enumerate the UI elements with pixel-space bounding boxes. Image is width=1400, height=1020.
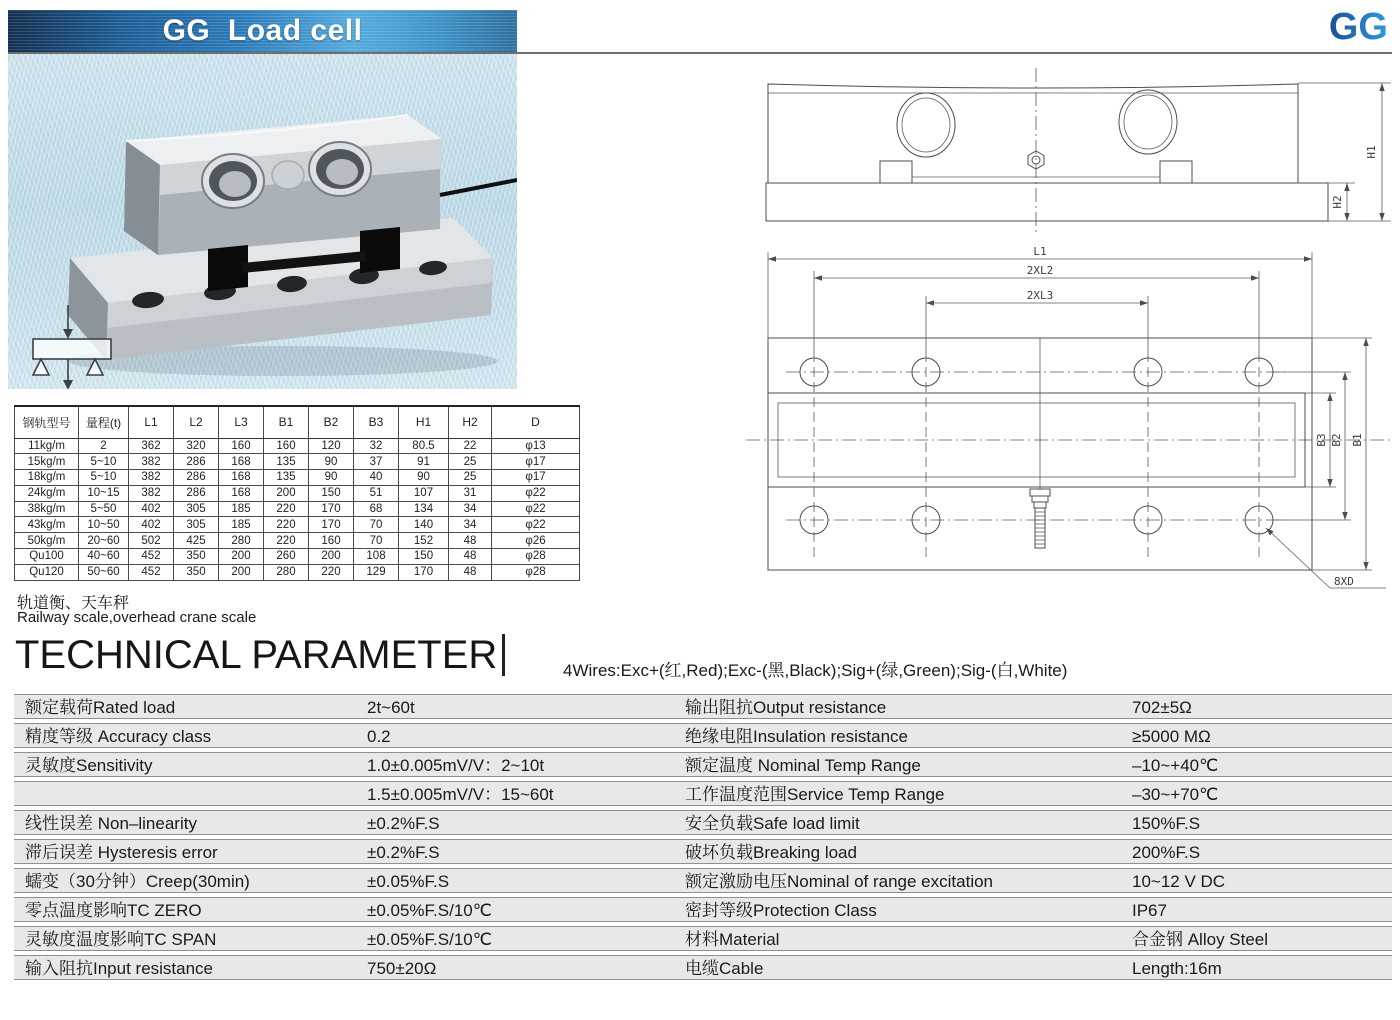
dim-table-cell: 152 bbox=[399, 533, 449, 549]
param-table bbox=[14, 694, 1392, 984]
dim-table-cell: 362 bbox=[129, 438, 174, 454]
param-value: –10~+40℃ bbox=[1132, 756, 1219, 775]
dim-table-cell: φ28 bbox=[492, 549, 580, 565]
dim-table-cell: 160 bbox=[264, 438, 309, 454]
dim-label-h1: H1 bbox=[1365, 145, 1378, 159]
dim-table-cell: 68 bbox=[354, 501, 399, 517]
dim-table-cell: 40 bbox=[354, 470, 399, 486]
dim-table-row bbox=[15, 549, 580, 565]
dim-table-row bbox=[15, 501, 580, 517]
dim-table-cell: 168 bbox=[219, 485, 264, 501]
dim-table-cell: 91 bbox=[399, 454, 449, 470]
param-value: 合金钢 Alloy Steel bbox=[1132, 930, 1269, 949]
dim-table-cell: 185 bbox=[219, 517, 264, 533]
dim-table-cell: 260 bbox=[264, 549, 309, 565]
dim-table-cell: 90 bbox=[309, 470, 354, 486]
dim-table-body bbox=[15, 438, 580, 580]
dim-table-row bbox=[15, 533, 580, 549]
param-value: ±0.2%F.S bbox=[367, 814, 440, 833]
dim-table-header-cell: B1 bbox=[264, 406, 309, 438]
dim-table-header-cell: D bbox=[492, 406, 580, 438]
dim-table-cell: 140 bbox=[399, 517, 449, 533]
param-label: 蠕变（30分钟）Creep(30min) bbox=[25, 872, 250, 891]
dim-table-cell: 305 bbox=[174, 517, 219, 533]
dim-label-8xd: 8XD bbox=[1334, 575, 1354, 588]
param-value: 1.5±0.005mV/V：15~60t bbox=[367, 785, 554, 804]
dim-table-cell: 18kg/m bbox=[15, 470, 79, 486]
dim-table-cell: 150 bbox=[399, 549, 449, 565]
dim-table-header-cell: L3 bbox=[219, 406, 264, 438]
param-value: 2t~60t bbox=[367, 698, 415, 717]
dim-table-cell: 286 bbox=[174, 470, 219, 486]
dim-label-h2: H2 bbox=[1331, 195, 1344, 209]
param-value: ±0.2%F.S bbox=[367, 843, 440, 862]
dim-table-header-cell: L2 bbox=[174, 406, 219, 438]
param-label: 电缆Cable bbox=[685, 959, 764, 978]
dim-table-cell: 48 bbox=[449, 533, 492, 549]
dim-table-cell: 48 bbox=[449, 564, 492, 580]
product-photo bbox=[8, 53, 517, 389]
dim-table-cell: 185 bbox=[219, 501, 264, 517]
dim-table-cell: 402 bbox=[129, 517, 174, 533]
param-label: 输出阻抗Output resistance bbox=[685, 698, 887, 717]
param-row bbox=[14, 752, 1392, 777]
dimension-table bbox=[14, 405, 580, 581]
load-cell-illustration bbox=[8, 53, 517, 389]
dim-table-cell: 129 bbox=[354, 564, 399, 580]
dim-table-cell: 70 bbox=[354, 533, 399, 549]
dim-table-cell: 168 bbox=[219, 454, 264, 470]
section-title: TECHNICAL PARAMETER bbox=[15, 633, 498, 677]
dim-table-header-cell: 钢轨型号 bbox=[15, 406, 79, 438]
dim-table-cell: 220 bbox=[264, 501, 309, 517]
dim-table-cell: 40~60 bbox=[79, 549, 129, 565]
dim-table-cell: φ26 bbox=[492, 533, 580, 549]
param-row bbox=[14, 694, 1392, 719]
dim-table-cell: 220 bbox=[309, 564, 354, 580]
dim-table-cell: 120 bbox=[309, 438, 354, 454]
dim-table-cell: 2 bbox=[79, 438, 129, 454]
application-zh: 轨道衡、天车秤 bbox=[17, 595, 130, 612]
dim-table-cell: 220 bbox=[264, 517, 309, 533]
param-row bbox=[14, 723, 1392, 748]
dim-table-cell: φ17 bbox=[492, 454, 580, 470]
param-value: Length:16m bbox=[1132, 959, 1222, 978]
dim-table-row bbox=[15, 438, 580, 454]
dim-table-row bbox=[15, 517, 580, 533]
dim-table-cell: 168 bbox=[219, 470, 264, 486]
dim-table-row bbox=[15, 564, 580, 580]
dim-table-cell: 135 bbox=[264, 470, 309, 486]
param-row bbox=[14, 897, 1392, 922]
dim-table-cell: 320 bbox=[174, 438, 219, 454]
param-label: 额定温度 Nominal Temp Range bbox=[685, 756, 921, 775]
dim-table-cell: 170 bbox=[309, 517, 354, 533]
dim-table-cell: 15kg/m bbox=[15, 454, 79, 470]
dim-table-cell: 90 bbox=[399, 470, 449, 486]
param-row bbox=[14, 839, 1392, 864]
dim-table-cell: 37 bbox=[354, 454, 399, 470]
dim-table-cell: 350 bbox=[174, 549, 219, 565]
dim-table-cell: 25 bbox=[449, 470, 492, 486]
param-value: IP67 bbox=[1132, 901, 1167, 920]
dim-table-cell: 48 bbox=[449, 549, 492, 565]
dim-table-cell: 70 bbox=[354, 517, 399, 533]
dim-table-cell: 10~15 bbox=[79, 485, 129, 501]
wiring-note: 4Wires:Exc+(红,Red);Exc-(黑,Black);Sig+(绿,Green);Sig-(白,White) bbox=[563, 661, 1068, 680]
param-value: 750±20Ω bbox=[367, 959, 437, 978]
param-value: 702±5Ω bbox=[1132, 698, 1192, 717]
param-value: 1.0±0.005mV/V：2~10t bbox=[367, 756, 545, 775]
dim-table-cell: 5~50 bbox=[79, 501, 129, 517]
section-heading bbox=[15, 626, 505, 676]
page-title: GG Load cell bbox=[162, 14, 363, 47]
dim-table-cell: 150 bbox=[309, 485, 354, 501]
brand-code: GG bbox=[1328, 6, 1388, 48]
dim-table-header-cell: H1 bbox=[399, 406, 449, 438]
dim-table-row bbox=[15, 454, 580, 470]
dim-table-cell: 350 bbox=[174, 564, 219, 580]
param-label: 线性误差 Non–linearity bbox=[25, 814, 197, 833]
param-label: 额定载荷Rated load bbox=[25, 698, 176, 717]
dim-table-cell: 50kg/m bbox=[15, 533, 79, 549]
dim-label-b1: B1 bbox=[1351, 433, 1364, 447]
dim-table-cell: 200 bbox=[309, 549, 354, 565]
dim-table-cell: 135 bbox=[264, 454, 309, 470]
dim-table-cell: 90 bbox=[309, 454, 354, 470]
param-label: 输入阻抗Input resistance bbox=[25, 959, 214, 978]
param-value: ±0.05%F.S bbox=[367, 872, 450, 891]
param-value: –30~+70℃ bbox=[1132, 785, 1219, 804]
application-en: Railway scale,overhead crane scale bbox=[17, 609, 257, 626]
dim-table-cell: 305 bbox=[174, 501, 219, 517]
dim-table-cell: φ22 bbox=[492, 517, 580, 533]
dim-table-cell: Qu100 bbox=[15, 549, 79, 565]
dim-table-cell: 200 bbox=[219, 549, 264, 565]
param-value: 10~12 V DC bbox=[1132, 872, 1226, 891]
param-label: 零点温度影响TC ZERO bbox=[25, 901, 202, 920]
dim-table-cell: 382 bbox=[129, 454, 174, 470]
param-value: ±0.05%F.S/10℃ bbox=[367, 901, 492, 920]
dim-label-b3: B3 bbox=[1315, 433, 1328, 447]
dim-label-l1: L1 bbox=[1033, 245, 1047, 258]
dim-table-cell: 134 bbox=[399, 501, 449, 517]
dim-table-cell: 286 bbox=[174, 454, 219, 470]
param-label: 灵敏度Sensitivity bbox=[25, 756, 153, 775]
dim-table-cell: 38kg/m bbox=[15, 501, 79, 517]
front-view-drawing bbox=[755, 62, 1400, 240]
param-label: 材料Material bbox=[685, 930, 780, 949]
plan-view-drawing bbox=[738, 240, 1400, 596]
divider bbox=[8, 52, 1392, 54]
param-row bbox=[14, 955, 1392, 980]
dim-table-cell: 200 bbox=[264, 485, 309, 501]
dim-table-cell: 80.5 bbox=[399, 438, 449, 454]
param-label: 滞后误差 Hysteresis error bbox=[25, 843, 218, 862]
page-title-banner bbox=[8, 10, 517, 52]
dim-table-cell: 220 bbox=[264, 533, 309, 549]
dim-table-header-cell: B3 bbox=[354, 406, 399, 438]
dim-table-row bbox=[15, 470, 580, 486]
param-label: 密封等级Protection Class bbox=[685, 901, 877, 920]
dim-table-cell: 452 bbox=[129, 549, 174, 565]
dim-label-2xl3: 2XL3 bbox=[1026, 289, 1054, 302]
dim-table-cell: 31 bbox=[449, 485, 492, 501]
dim-table-cell: 24kg/m bbox=[15, 485, 79, 501]
param-label: 安全负载Safe load limit bbox=[685, 814, 860, 833]
dim-table-cell: φ17 bbox=[492, 470, 580, 486]
dim-table-cell: 50~60 bbox=[79, 564, 129, 580]
dim-table-header-cell: L1 bbox=[129, 406, 174, 438]
dim-table-cell: φ28 bbox=[492, 564, 580, 580]
dim-table-cell: 280 bbox=[264, 564, 309, 580]
param-label: 灵敏度温度影响TC SPAN bbox=[25, 930, 217, 949]
param-row bbox=[14, 781, 1392, 806]
param-label: 绝缘电阻Insulation resistance bbox=[685, 727, 908, 746]
dim-table-cell: 382 bbox=[129, 470, 174, 486]
dim-table-cell: 402 bbox=[129, 501, 174, 517]
param-row bbox=[14, 810, 1392, 835]
param-value: 0.2 bbox=[367, 727, 391, 746]
dim-table-header-cell: B2 bbox=[309, 406, 354, 438]
dim-table-cell: 502 bbox=[129, 533, 174, 549]
dim-table-cell: 170 bbox=[309, 501, 354, 517]
dim-label-b2: B2 bbox=[1330, 433, 1343, 447]
dim-table-cell: 10~50 bbox=[79, 517, 129, 533]
dim-table-header-cell: H2 bbox=[449, 406, 492, 438]
dim-table-cell: 11kg/m bbox=[15, 438, 79, 454]
param-row bbox=[14, 868, 1392, 893]
dim-table-cell: 160 bbox=[219, 438, 264, 454]
dim-table-cell: 452 bbox=[129, 564, 174, 580]
dim-table-cell: 170 bbox=[399, 564, 449, 580]
param-label: 精度等级 Accuracy class bbox=[25, 727, 212, 746]
dim-table-cell: 5~10 bbox=[79, 454, 129, 470]
dim-table-cell: 51 bbox=[354, 485, 399, 501]
dim-table-cell: 32 bbox=[354, 438, 399, 454]
dim-table-cell: 108 bbox=[354, 549, 399, 565]
param-label: 额定激励电压Nominal of range excitation bbox=[685, 872, 994, 891]
param-value: 150%F.S bbox=[1132, 814, 1201, 833]
param-value: ±0.05%F.S/10℃ bbox=[367, 930, 492, 949]
title-bar-divider bbox=[502, 634, 505, 676]
dim-table-cell: 286 bbox=[174, 485, 219, 501]
dim-table-row bbox=[15, 485, 580, 501]
dim-table-cell: φ22 bbox=[492, 485, 580, 501]
param-label bbox=[25, 782, 367, 807]
dim-table-cell: 280 bbox=[219, 533, 264, 549]
dim-label-2xl2: 2XL2 bbox=[1026, 264, 1054, 277]
dim-table-cell: φ22 bbox=[492, 501, 580, 517]
param-row bbox=[14, 926, 1392, 951]
dim-table-cell: 25 bbox=[449, 454, 492, 470]
dim-table-header-cell: 量程(t) bbox=[79, 406, 129, 438]
dim-table-cell: 107 bbox=[399, 485, 449, 501]
dim-table-cell: 43kg/m bbox=[15, 517, 79, 533]
dim-table-cell: 22 bbox=[449, 438, 492, 454]
dim-table-cell: 34 bbox=[449, 501, 492, 517]
param-label: 工作温度范围Service Temp Range bbox=[685, 785, 945, 804]
dim-table-cell: 20~60 bbox=[79, 533, 129, 549]
dim-table-cell: 160 bbox=[309, 533, 354, 549]
dim-table-cell: φ13 bbox=[492, 438, 580, 454]
dim-table-cell: 34 bbox=[449, 517, 492, 533]
param-value: 200%F.S bbox=[1132, 843, 1201, 862]
dim-table-head-row bbox=[15, 406, 580, 438]
dim-table-cell: Qu120 bbox=[15, 564, 79, 580]
dim-table-cell: 5~10 bbox=[79, 470, 129, 486]
dim-table-cell: 425 bbox=[174, 533, 219, 549]
dim-table-cell: 200 bbox=[219, 564, 264, 580]
dim-table-cell: 382 bbox=[129, 485, 174, 501]
param-label: 破坏负载Breaking load bbox=[685, 843, 857, 862]
cable bbox=[440, 180, 517, 195]
param-value: ≥5000 MΩ bbox=[1132, 727, 1211, 746]
